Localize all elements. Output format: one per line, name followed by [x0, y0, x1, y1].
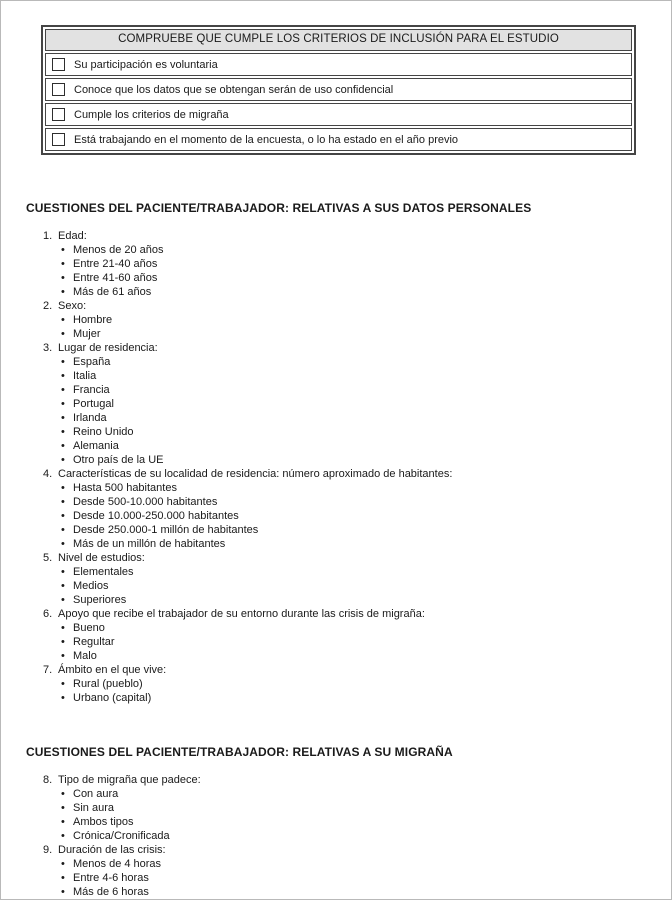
option-item — [43, 565, 671, 579]
option-list — [43, 787, 671, 843]
bullet-icon: • — [61, 440, 65, 452]
option-label: Portugal — [73, 398, 114, 410]
bullet-icon: • — [61, 482, 65, 494]
option-label: Menos de 20 años — [73, 244, 164, 256]
option-label: Rural (pueblo) — [73, 678, 143, 690]
option-label: Irlanda — [73, 412, 107, 424]
option-label: Desde 10.000-250.000 habitantes — [73, 510, 239, 522]
bullet-icon: • — [61, 886, 65, 898]
inclusion-rows — [45, 53, 632, 151]
bullet-icon: • — [61, 594, 65, 606]
option-label: Más de un millón de habitantes — [73, 538, 226, 550]
criteria-label: Conoce que los datos que se obtengan serán de uso confidencial — [74, 83, 394, 96]
bullet-icon: • — [61, 692, 65, 704]
bullet-icon: • — [61, 566, 65, 578]
option-label: Entre 21-40 años — [73, 258, 158, 270]
inclusion-table-header: COMPRUEBE QUE CUMPLE LOS CRITERIOS DE INCLUSIÓN PARA EL ESTUDIO — [45, 29, 632, 51]
bullet-icon: • — [61, 370, 65, 382]
option-label: Crónica/Cronificada — [73, 830, 170, 842]
question-number: 9. — [43, 844, 53, 856]
question-item — [43, 229, 671, 299]
checkbox-icon — [52, 108, 65, 121]
option-item — [43, 801, 671, 815]
question-label: Duración de las crisis: — [58, 844, 166, 856]
question-number: 1. — [43, 230, 53, 242]
option-item — [43, 829, 671, 843]
option-list — [43, 481, 671, 551]
option-item — [43, 425, 671, 439]
question-label: Tipo de migraña que padece: — [58, 774, 201, 786]
question-item — [43, 843, 671, 899]
bullet-icon: • — [61, 384, 65, 396]
question-list — [43, 229, 671, 705]
bullet-icon: • — [61, 678, 65, 690]
option-label: Menos de 4 horas — [73, 858, 162, 870]
bullet-icon: • — [61, 858, 65, 870]
criteria-row — [45, 78, 632, 101]
bullet-icon: • — [61, 650, 65, 662]
option-item — [43, 691, 671, 705]
question-item — [43, 607, 671, 663]
option-item — [43, 257, 671, 271]
option-list — [43, 355, 671, 467]
bullet-icon: • — [61, 622, 65, 634]
option-list — [43, 677, 671, 705]
sections — [1, 201, 671, 899]
section-heading: CUESTIONES DEL PACIENTE/TRABAJADOR: RELATIVAS A SU MIGRAÑA — [26, 745, 453, 759]
bullet-icon: • — [61, 830, 65, 842]
checkbox-icon — [52, 83, 65, 96]
bullet-icon: • — [61, 328, 65, 340]
question-label: Apoyo que recibe el trabajador de su entorno durante las crisis de migraña: — [58, 608, 425, 620]
option-label: Con aura — [73, 788, 119, 800]
bullet-icon: • — [61, 872, 65, 884]
option-label: Medios — [73, 580, 109, 592]
option-item — [43, 327, 671, 341]
criteria-label: Cumple los criterios de migraña — [74, 108, 229, 121]
bullet-icon: • — [61, 398, 65, 410]
option-item — [43, 649, 671, 663]
question-number: 2. — [43, 300, 53, 312]
option-item — [43, 495, 671, 509]
bullet-icon: • — [61, 538, 65, 550]
question-number: 8. — [43, 774, 53, 786]
option-label: Reino Unido — [73, 426, 134, 438]
option-label: Alemania — [73, 440, 119, 452]
question-item — [43, 663, 671, 705]
option-label: Desde 250.000-1 millón de habitantes — [73, 524, 259, 536]
bullet-icon: • — [61, 426, 65, 438]
bullet-icon: • — [61, 286, 65, 298]
bullet-icon: • — [61, 272, 65, 284]
option-item — [43, 621, 671, 635]
bullet-icon: • — [61, 496, 65, 508]
criteria-row — [45, 103, 632, 126]
criteria-row — [45, 128, 632, 151]
option-label: Ambos tipos — [73, 816, 134, 828]
option-item — [43, 481, 671, 495]
option-label: Malo — [73, 650, 97, 662]
option-item — [43, 439, 671, 453]
question-label: Nivel de estudios: — [58, 552, 145, 564]
bullet-icon: • — [61, 258, 65, 270]
option-item — [43, 453, 671, 467]
bullet-icon: • — [61, 454, 65, 466]
question-label: Ámbito en el que vive: — [58, 664, 167, 676]
option-item — [43, 677, 671, 691]
option-item — [43, 411, 671, 425]
question-item — [43, 551, 671, 607]
question-label: Lugar de residencia: — [58, 342, 158, 354]
option-item — [43, 369, 671, 383]
criteria-label: Su participación es voluntaria — [74, 58, 218, 71]
option-label: Desde 500-10.000 habitantes — [73, 496, 218, 508]
bullet-icon: • — [61, 524, 65, 536]
question-number: 6. — [43, 608, 53, 620]
checkbox-icon — [52, 133, 65, 146]
option-item — [43, 885, 671, 899]
option-label: Hombre — [73, 314, 113, 326]
bullet-icon: • — [61, 356, 65, 368]
option-label: Hasta 500 habitantes — [73, 482, 177, 494]
option-label: Superiores — [73, 594, 127, 606]
option-item — [43, 787, 671, 801]
option-label: Bueno — [73, 622, 105, 634]
option-label: Urbano (capital) — [73, 692, 152, 704]
question-label: Características de su localidad de residencia: número aproximado de habitantes: — [58, 468, 453, 480]
option-item — [43, 383, 671, 397]
option-label: Italia — [73, 370, 97, 382]
option-item — [43, 523, 671, 537]
option-item — [43, 857, 671, 871]
option-label: Más de 61 años — [73, 286, 152, 298]
question-label: Sexo: — [58, 300, 87, 312]
inclusion-criteria-table — [41, 25, 636, 155]
option-item — [43, 509, 671, 523]
question-item — [43, 773, 671, 843]
option-label: Francia — [73, 384, 110, 396]
option-item — [43, 397, 671, 411]
bullet-icon: • — [61, 412, 65, 424]
question-item — [43, 299, 671, 341]
bullet-icon: • — [61, 580, 65, 592]
checkbox-icon — [52, 58, 65, 71]
question-item — [43, 467, 671, 551]
option-item — [43, 355, 671, 369]
option-item — [43, 285, 671, 299]
option-item — [43, 537, 671, 551]
option-item — [43, 871, 671, 885]
option-item — [43, 271, 671, 285]
question-list — [43, 773, 671, 899]
option-item — [43, 593, 671, 607]
option-label: Sin aura — [73, 802, 114, 814]
bullet-icon: • — [61, 636, 65, 648]
option-item — [43, 313, 671, 327]
option-item — [43, 635, 671, 649]
option-label: Elementales — [73, 566, 134, 578]
option-label: Regultar — [73, 636, 115, 648]
criteria-row — [45, 53, 632, 76]
option-item — [43, 579, 671, 593]
question-label: Edad: — [58, 230, 87, 242]
bullet-icon: • — [61, 510, 65, 522]
question-item — [43, 341, 671, 467]
option-list — [43, 621, 671, 663]
question-number: 7. — [43, 664, 53, 676]
question-number: 3. — [43, 342, 53, 354]
question-number: 5. — [43, 552, 53, 564]
option-list — [43, 243, 671, 299]
bullet-icon: • — [61, 788, 65, 800]
option-label: Mujer — [73, 328, 101, 340]
option-label: Entre 41-60 años — [73, 272, 158, 284]
question-section — [1, 201, 671, 705]
bullet-icon: • — [61, 816, 65, 828]
question-number: 4. — [43, 468, 53, 480]
option-label: España — [73, 356, 111, 368]
criteria-label: Está trabajando en el momento de la encuesta, o lo ha estado en el año previo — [74, 133, 459, 146]
option-item — [43, 815, 671, 829]
option-label: Otro país de la UE — [73, 454, 164, 466]
section-heading: CUESTIONES DEL PACIENTE/TRABAJADOR: RELATIVAS A SUS DATOS PERSONALES — [26, 201, 532, 215]
option-label: Más de 6 horas — [73, 886, 149, 898]
option-list — [43, 313, 671, 341]
bullet-icon: • — [61, 314, 65, 326]
bullet-icon: • — [61, 802, 65, 814]
question-section — [1, 745, 671, 899]
option-label: Entre 4-6 horas — [73, 872, 149, 884]
bullet-icon: • — [61, 244, 65, 256]
option-list — [43, 857, 671, 899]
option-item — [43, 243, 671, 257]
option-list — [43, 565, 671, 607]
